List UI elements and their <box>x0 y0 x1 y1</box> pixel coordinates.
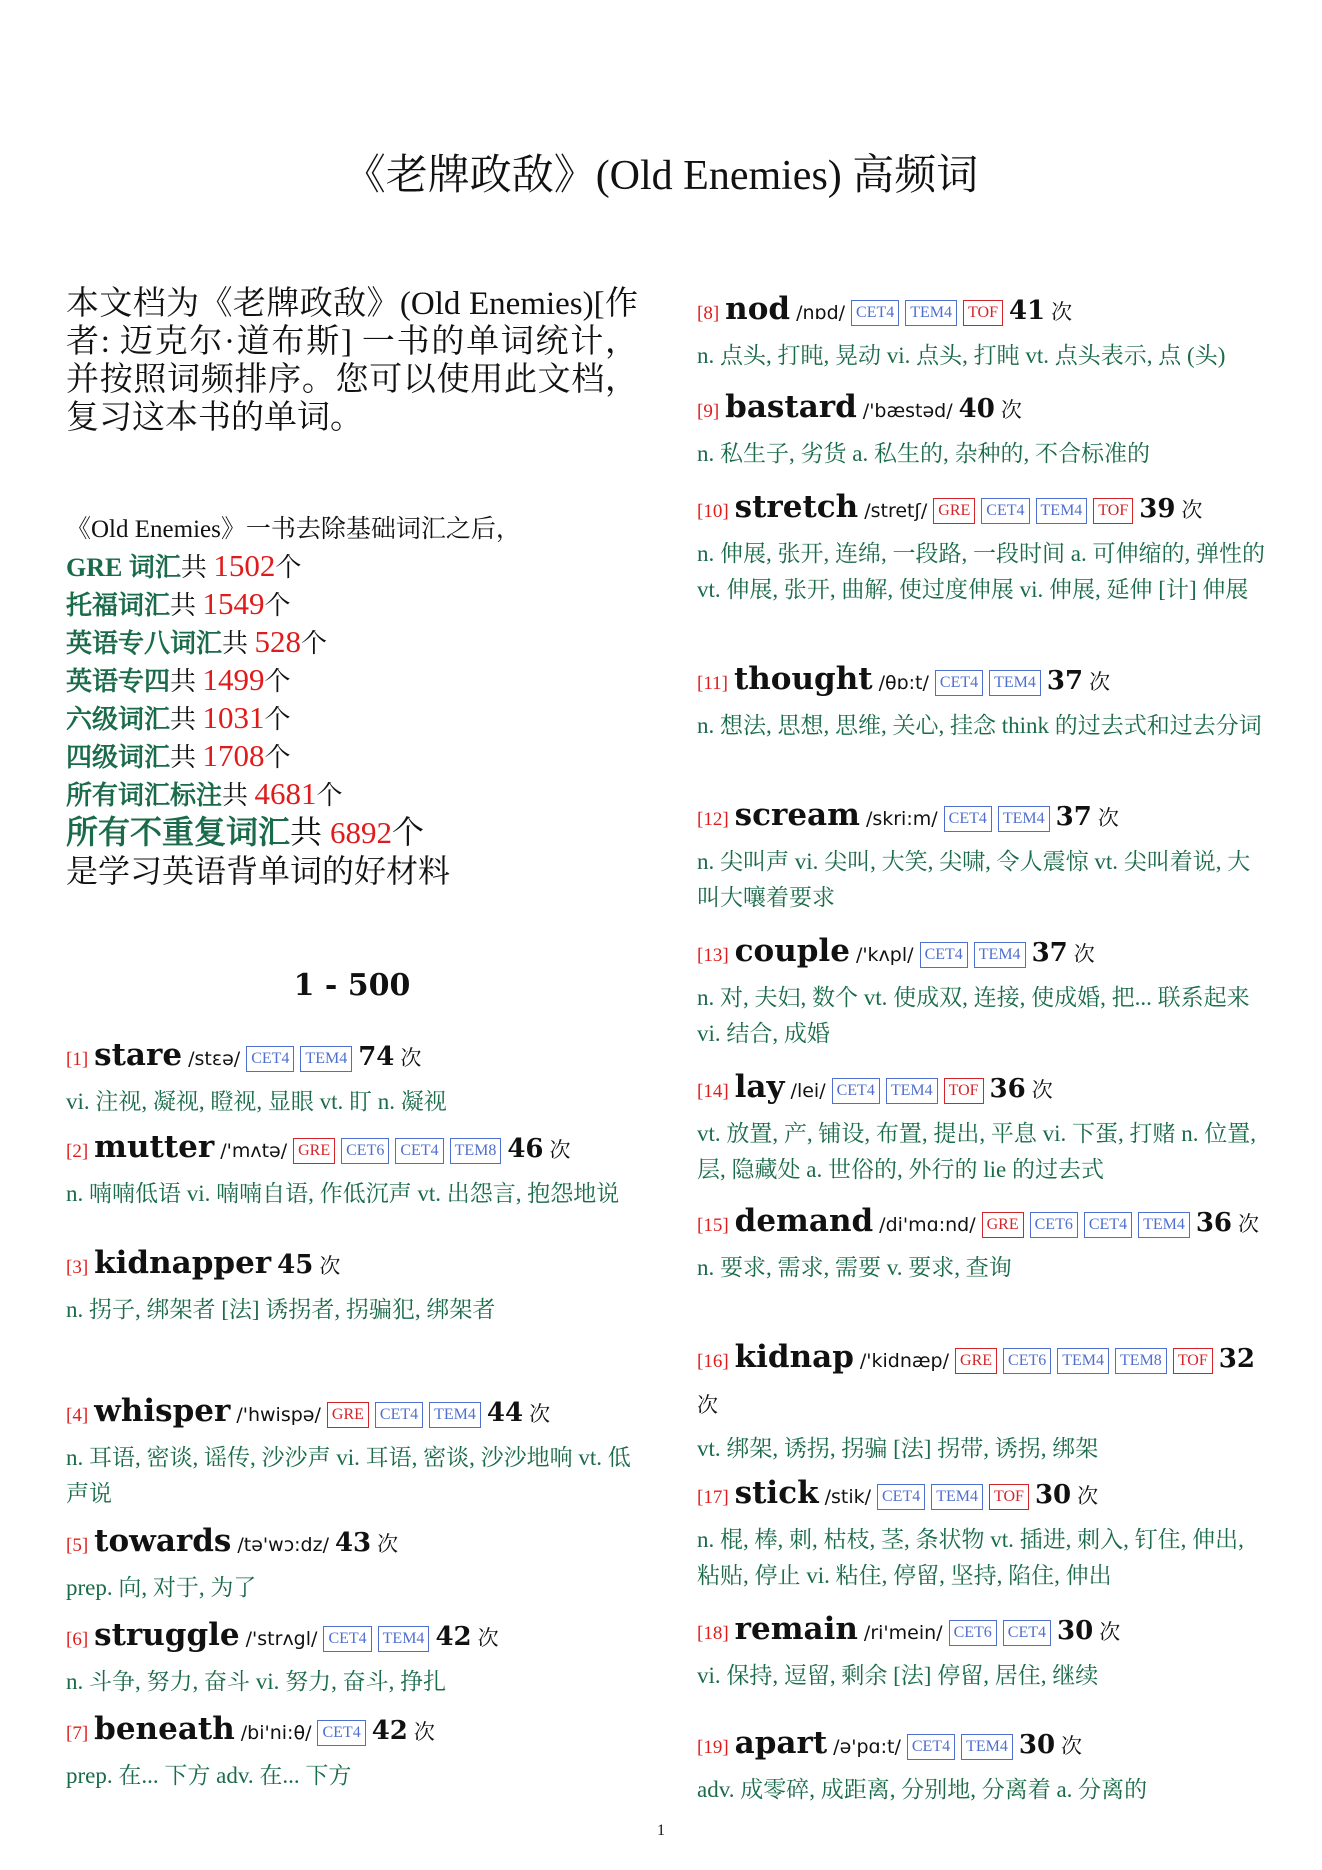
headword-line <box>697 1068 1269 1116</box>
exam-tag-badge: TEM4 <box>974 942 1026 968</box>
entry-index: [19] <box>697 1737 729 1758</box>
word-entry <box>66 1710 638 1794</box>
entry-index: [3] <box>66 1257 89 1278</box>
exam-tag-badge: TEM4 <box>1036 498 1088 524</box>
definition: n. 伸展, 张开, 连绵, 一段路, 一段时间 a. 可伸缩的, 弹性的 vt. 伸展, 张开, 曲解, 使过度伸展 vi. 伸展, 延伸 [计] 伸展 <box>697 541 1265 602</box>
word-entry <box>697 796 1269 916</box>
headword: kidnap <box>734 1339 854 1375</box>
exam-tag-badge: GRE <box>955 1348 997 1374</box>
definition: vi. 注视, 凝视, 瞪视, 显眼 vt. 盯 n. 凝视 <box>66 1089 447 1114</box>
headword-line <box>697 388 1269 436</box>
headword: towards <box>94 1523 232 1559</box>
exam-tag-badge: CET6 <box>1003 1348 1051 1374</box>
exam-tag-badge: TEM4 <box>998 806 1050 832</box>
headword-line <box>697 932 1269 980</box>
entry-index: [2] <box>66 1141 89 1162</box>
word-entry <box>66 1616 638 1700</box>
entry-index: [4] <box>66 1405 89 1426</box>
exam-tag-badge: TOF <box>963 300 1003 326</box>
phonetic: /stɛə/ <box>188 1048 241 1070</box>
word-entry <box>66 1522 638 1606</box>
exam-tag-badge: CET4 <box>375 1402 423 1428</box>
phonetic: /bi'ni:θ/ <box>240 1722 312 1744</box>
entry-index: [10] <box>697 501 729 522</box>
frequency-count: 42 <box>371 1716 408 1746</box>
entry-index: [1] <box>66 1049 89 1070</box>
section-range-heading: 1 - 500 <box>293 968 411 1003</box>
exam-tag-badge: CET4 <box>323 1626 371 1652</box>
exam-tag-badge: TOF <box>989 1484 1029 1510</box>
headword-line <box>66 1522 638 1570</box>
word-entry <box>66 1392 638 1512</box>
word-entry <box>697 1610 1269 1694</box>
headword-line <box>66 1392 638 1440</box>
times-unit: 次 <box>400 1046 422 1070</box>
exam-tag-badge: TEM4 <box>378 1626 430 1652</box>
exam-tag-badge: CET4 <box>981 498 1029 524</box>
times-unit: 次 <box>1077 1484 1099 1508</box>
exam-tag-badge: GRE <box>327 1402 369 1428</box>
word-entry <box>697 1474 1269 1594</box>
word-entry <box>66 1128 638 1212</box>
stat-row: 四级词汇共 1708个 <box>66 738 291 773</box>
intro-paragraph: 本文档为《老牌政敌》(Old Enemies)[作者: 迈克尔·道布斯] 一书的单词统计，并按照词频排序。您可以使用此文档，复习这本书的单词。 <box>66 286 638 436</box>
entry-index: [8] <box>697 303 720 324</box>
headword: mutter <box>94 1129 215 1165</box>
times-unit: 次 <box>1061 1734 1083 1758</box>
headword: stare <box>94 1037 183 1073</box>
exam-tag-badge: TEM4 <box>886 1078 938 1104</box>
exam-tag-badge: CET6 <box>341 1138 389 1164</box>
exam-tag-badge: CET4 <box>944 806 992 832</box>
phonetic: /'mʌtə/ <box>220 1140 288 1162</box>
exam-tag-badge: GRE <box>933 498 975 524</box>
definition: n. 私生子, 劣货 a. 私生的, 杂种的, 不合标准的 <box>697 441 1150 466</box>
times-unit: 次 <box>1089 670 1111 694</box>
exam-tag-badge: GRE <box>982 1212 1024 1238</box>
headword: couple <box>734 933 850 969</box>
exam-tag-badge: CET4 <box>877 1484 925 1510</box>
phonetic: /ə'pɑ:t/ <box>833 1736 901 1758</box>
headword: nod <box>725 291 791 327</box>
definition: n. 斗争, 努力, 奋斗 vi. 努力, 奋斗, 挣扎 <box>66 1669 447 1694</box>
stat-row: GRE 词汇共 1502个 <box>66 548 302 583</box>
headword: struggle <box>94 1617 240 1653</box>
stats-heading: 《Old Enemies》一书去除基础词汇之后， <box>66 516 521 543</box>
times-unit: 次 <box>1051 300 1073 324</box>
frequency-count: 39 <box>1139 494 1176 524</box>
entry-index: [5] <box>66 1535 89 1556</box>
times-unit: 次 <box>319 1254 341 1278</box>
headword-line <box>697 1474 1269 1522</box>
definition: n. 拐子, 绑架者 [法] 诱拐者, 拐骗犯, 绑架者 <box>66 1297 496 1322</box>
headword: scream <box>734 797 860 833</box>
exam-tag-badge: CET4 <box>317 1720 365 1746</box>
times-unit: 次 <box>1000 398 1022 422</box>
frequency-count: 43 <box>334 1528 372 1558</box>
phonetic: /stretʃ/ <box>864 500 928 522</box>
headword-line <box>697 1202 1269 1250</box>
frequency-count: 41 <box>1008 296 1046 326</box>
phonetic: /stik/ <box>824 1486 871 1508</box>
definition: vt. 绑架, 诱拐, 拐骗 [法] 拐带, 诱拐, 绑架 <box>697 1436 1099 1461</box>
frequency-count: 44 <box>486 1398 524 1428</box>
definition: n. 对, 夫妇, 数个 vt. 使成双, 连接, 使成婚, 把... 联系起来 vi. 结合, 成婚 <box>697 985 1250 1046</box>
page-number: 1 <box>657 1822 665 1839</box>
headword: stick <box>734 1475 819 1511</box>
entry-index: [6] <box>66 1629 89 1650</box>
definition: prep. 在... 下方 adv. 在... 下方 <box>66 1763 352 1788</box>
phonetic: /ri'mein/ <box>863 1622 943 1644</box>
frequency-count: 32 <box>1218 1344 1255 1374</box>
entry-index: [14] <box>697 1081 729 1102</box>
phonetic: /nɒd/ <box>796 302 846 324</box>
word-entry <box>697 1068 1269 1188</box>
definition: n. 要求, 需求, 需要 v. 要求, 查询 <box>697 1255 1012 1280</box>
exam-tag-badge: TOF <box>1093 498 1133 524</box>
definition: n. 耳语, 密谈, 谣传, 沙沙声 vi. 耳语, 密谈, 沙沙地响 vt. 低声说 <box>66 1445 631 1506</box>
phonetic: /'bæstəd/ <box>862 400 953 422</box>
exam-tag-badge: TEM4 <box>931 1484 983 1510</box>
entry-index: [15] <box>697 1215 729 1236</box>
exam-tag-badge: GRE <box>293 1138 335 1164</box>
exam-tag-badge: CET6 <box>949 1620 997 1646</box>
frequency-count: 36 <box>1195 1208 1233 1238</box>
entry-index: [16] <box>697 1351 729 1372</box>
headword-line <box>66 1128 638 1176</box>
times-unit: 次 <box>1097 806 1119 830</box>
stats-tail: 是学习英语背单词的好材料 <box>66 853 451 889</box>
entry-index: [18] <box>697 1623 729 1644</box>
word-entry <box>697 932 1269 1052</box>
word-entry <box>697 388 1269 472</box>
times-unit: 次 <box>377 1532 399 1556</box>
times-unit: 次 <box>1073 942 1095 966</box>
headword: thought <box>733 661 873 697</box>
phonetic: /di'mɑ:nd/ <box>879 1214 976 1236</box>
word-entry <box>697 290 1269 374</box>
headword: apart <box>734 1725 828 1761</box>
word-entry <box>697 1724 1269 1808</box>
headword: demand <box>734 1203 874 1239</box>
headword-line <box>697 796 1269 844</box>
headword-line <box>697 1610 1269 1658</box>
times-unit: 次 <box>477 1626 499 1650</box>
frequency-count: 46 <box>507 1134 544 1164</box>
definition: n. 想法, 思想, 思维, 关心, 挂念 think 的过去式和过去分词 <box>697 713 1262 738</box>
exam-tag-badge: CET4 <box>935 670 983 696</box>
definition: vt. 放置, 产, 铺设, 布置, 提出, 平息 vi. 下蛋, 打赌 n. 位置, 层, 隐藏处 a. 世俗的, 外行的 lie 的过去式 <box>697 1121 1257 1182</box>
headword-line <box>697 290 1269 338</box>
times-unit: 次 <box>529 1402 551 1426</box>
entry-index: [13] <box>697 945 729 966</box>
frequency-count: 37 <box>1031 938 1068 968</box>
frequency-count: 37 <box>1046 666 1084 696</box>
frequency-count: 37 <box>1055 802 1092 832</box>
phonetic: /θɒ:t/ <box>878 672 929 694</box>
frequency-count: 45 <box>277 1250 314 1280</box>
exam-tag-badge: CET4 <box>832 1078 880 1104</box>
exam-tag-badge: TEM4 <box>1057 1348 1109 1374</box>
headword: remain <box>734 1611 858 1647</box>
stat-row: 英语专八词汇共 528个 <box>66 624 328 659</box>
phonetic: /'hwispə/ <box>236 1404 321 1426</box>
entry-index: [17] <box>697 1487 729 1508</box>
headword-line <box>66 1244 638 1292</box>
headword: lay <box>734 1069 785 1105</box>
stat-row: 托福词汇共 1549个 <box>66 586 291 621</box>
definition: n. 点头, 打盹, 晃动 vi. 点头, 打盹 vt. 点头表示, 点 (头) <box>697 343 1226 368</box>
exam-tag-badge: TEM8 <box>450 1138 502 1164</box>
exam-tag-badge: TEM4 <box>961 1734 1013 1760</box>
headword-line <box>66 1616 638 1664</box>
phonetic: /'kidnæp/ <box>859 1350 950 1372</box>
stat-row: 所有词汇标注共 4681个 <box>66 776 343 811</box>
stat-row: 英语专四共 1499个 <box>66 662 291 697</box>
exam-tag-badge: TOF <box>1173 1348 1213 1374</box>
times-unit: 次 <box>413 1720 435 1744</box>
headword: kidnapper <box>94 1245 272 1281</box>
frequency-count: 30 <box>1057 1616 1094 1646</box>
times-unit: 次 <box>1238 1212 1260 1236</box>
phonetic: /'kʌpl/ <box>855 944 914 966</box>
definition: adv. 成零碎, 成距离, 分别地, 分离着 a. 分离的 <box>697 1777 1148 1802</box>
entry-index: [9] <box>697 401 720 422</box>
phonetic: /'strʌgl/ <box>245 1628 318 1650</box>
headword: beneath <box>94 1711 235 1747</box>
exam-tag-badge: TEM4 <box>300 1046 352 1072</box>
headword-line <box>66 1710 638 1758</box>
frequency-count: 74 <box>358 1042 395 1072</box>
headword-line <box>66 1036 638 1084</box>
times-unit: 次 <box>1181 498 1203 522</box>
word-entry <box>697 488 1269 608</box>
stat-row: 所有不重复词汇共 6892个 <box>66 814 425 850</box>
definition: vi. 保持, 逗留, 剩余 [法] 停留, 居住, 继续 <box>697 1663 1099 1688</box>
exam-tag-badge: TEM8 <box>1115 1348 1167 1374</box>
headword-line <box>697 660 1269 708</box>
vocabulary-stats <box>66 512 638 891</box>
exam-tag-badge: TEM4 <box>989 670 1041 696</box>
frequency-count: 36 <box>989 1074 1026 1104</box>
exam-tag-badge: CET4 <box>920 942 968 968</box>
definition: prep. 向, 对于, 为了 <box>66 1575 257 1600</box>
times-unit: 次 <box>1031 1078 1053 1102</box>
definition: n. 棍, 棒, 刺, 枯枝, 茎, 条状物 vt. 插进, 刺入, 钉住, 伸出, 粘贴, 停止 vi. 粘住, 停留, 坚持, 陷住, 伸出 <box>697 1527 1244 1588</box>
entry-index: [11] <box>697 673 728 694</box>
definition: n. 喃喃低语 vi. 喃喃自语, 作低沉声 vt. 出怨言, 抱怨地说 <box>66 1181 620 1206</box>
frequency-count: 42 <box>435 1622 472 1652</box>
word-entry <box>66 1244 638 1328</box>
phonetic: /tə'wɔ:dz/ <box>237 1534 329 1556</box>
exam-tag-badge: CET4 <box>907 1734 955 1760</box>
headword-line <box>697 1338 1269 1431</box>
exam-tag-badge: CET4 <box>395 1138 443 1164</box>
times-unit: 次 <box>549 1138 571 1162</box>
headword: whisper <box>94 1393 231 1429</box>
headword-line <box>697 488 1269 536</box>
word-entry <box>697 660 1269 744</box>
entry-index: [7] <box>66 1723 89 1744</box>
phonetic: /skri:m/ <box>865 808 938 830</box>
exam-tag-badge: TEM4 <box>429 1402 481 1428</box>
word-entry <box>697 1338 1269 1467</box>
headword: stretch <box>734 489 859 525</box>
frequency-count: 30 <box>1018 1730 1056 1760</box>
times-unit: 次 <box>1099 1620 1121 1644</box>
exam-tag-badge: TEM4 <box>1138 1212 1190 1238</box>
exam-tag-badge: CET4 <box>851 300 899 326</box>
stat-row: 六级词汇共 1031个 <box>66 700 291 735</box>
exam-tag-badge: TOF <box>944 1078 984 1104</box>
headword-line <box>697 1724 1269 1772</box>
headword: bastard <box>725 389 857 425</box>
document-title: 《老牌政敌》(Old Enemies) 高频词 <box>343 153 979 199</box>
exam-tag-badge: CET4 <box>246 1046 294 1072</box>
word-entry <box>66 1036 638 1120</box>
phonetic: /lei/ <box>790 1080 826 1102</box>
frequency-count: 30 <box>1034 1480 1072 1510</box>
entry-index: [12] <box>697 809 729 830</box>
frequency-count: 40 <box>958 394 995 424</box>
definition: n. 尖叫声 vi. 尖叫, 大笑, 尖啸, 令人震惊 vt. 尖叫着说, 大叫大嚷着要求 <box>697 849 1251 910</box>
times-unit: 次 <box>697 1393 718 1417</box>
exam-tag-badge: CET4 <box>1084 1212 1132 1238</box>
exam-tag-badge: CET6 <box>1030 1212 1078 1238</box>
word-entry <box>697 1202 1269 1286</box>
exam-tag-badge: TEM4 <box>905 300 957 326</box>
exam-tag-badge: CET4 <box>1003 1620 1051 1646</box>
